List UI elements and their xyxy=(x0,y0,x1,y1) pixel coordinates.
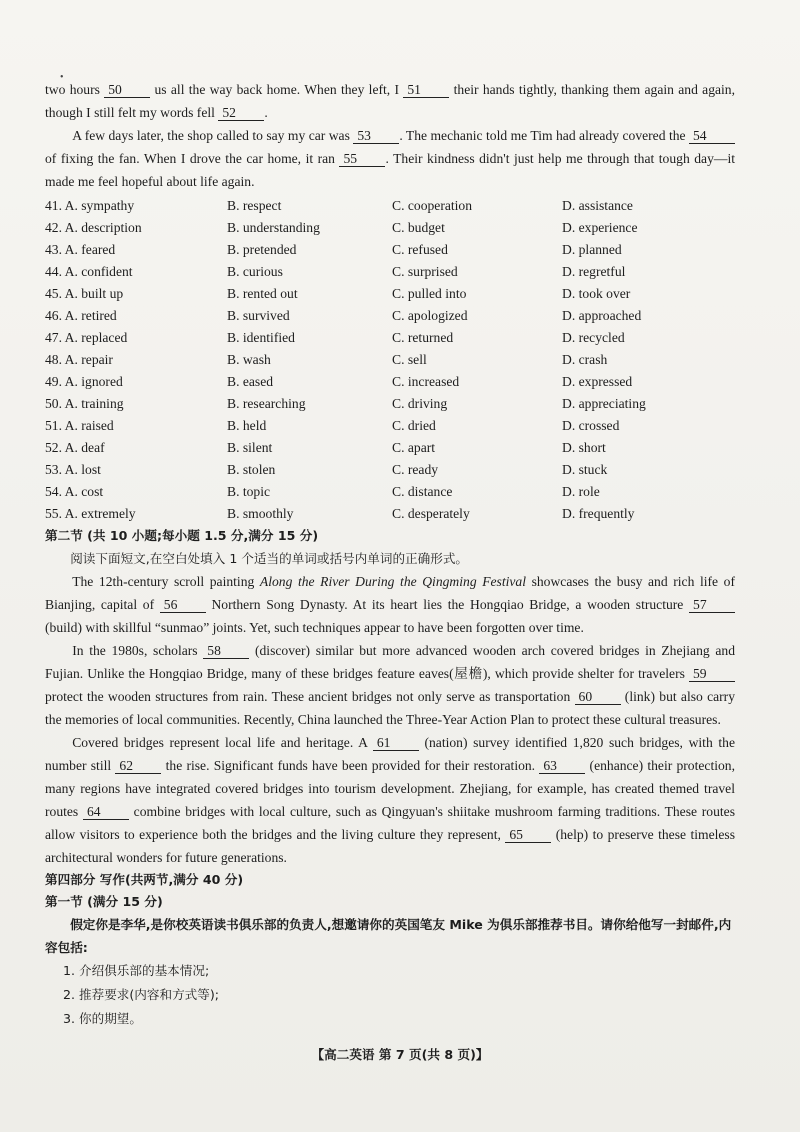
grammar-paragraph-1: The 12th-century scroll painting Along the River During the Qingming Festival showcases the busy and rich life of Bianjing, capital of 56 Northern Song Dynasty. At its heart lies the Hongqiao Bridge, a wooden structure 57 (build) with skillful “sunmao” joints. Yet, such techniques appear to have been forgotten over time. xyxy=(45,574,735,635)
blank-53: 53 xyxy=(353,128,399,144)
section2-instruction: 阅读下面短文,在空白处填入 1 个适当的单词或括号内单词的正确形式。 xyxy=(70,551,469,566)
section2-heading: 第二节 (共 10 小题;每小题 1.5 分,满分 15 分) xyxy=(45,528,319,543)
option-row-41: 41. A. sympathy B. respect C. cooperation D. assistance xyxy=(45,198,633,213)
writing-requirement-3: 3. 你的期望。 xyxy=(63,1011,142,1026)
painting-title: Along the River During the Qingming Festival xyxy=(259,574,526,589)
stray-mark: • xyxy=(60,72,64,83)
blank-57: 57 xyxy=(689,597,735,613)
blank-58: 58 xyxy=(203,643,249,659)
blank-60: 60 xyxy=(575,689,621,705)
blank-52: 52 xyxy=(218,105,264,121)
blank-54: 54 xyxy=(689,128,735,144)
blank-62: 62 xyxy=(115,758,161,774)
option-row-55: 55. A. extremely B. smoothly C. desperately D. frequently xyxy=(45,506,635,521)
blank-55: 55 xyxy=(339,151,385,167)
blank-59: 59 xyxy=(689,666,735,682)
page-content xyxy=(45,78,735,1031)
cloze-passage-end: two hours 50 us all the way back home. When they left, I 51 their hands tightly, thanking them again and again, though I still felt my words fell 52 . xyxy=(45,82,735,120)
writing-requirement-1: 1. 介绍俱乐部的基本情况; xyxy=(63,963,210,978)
option-row-48: 48. A. repair B. wash C. sell D. crash xyxy=(45,352,608,367)
grammar-paragraph-2: In the 1980s, scholars 58 (discover) similar but more advanced wooden arch covered bridges in Zhejiang and Fujian. Unlike the Hongqiao Bridge, many of these bridges feature eaves(屋檐), which provide shelter for travelers 59 protect the wooden structures from rain. These ancient bridges not only serve as transportation 60 (link) but also carry the memories of local communities. Recently, China launched the Three-Year Action Plan to protect these cultural treasures. xyxy=(45,643,736,727)
option-row-43: 43. A. feared B. pretended C. refused D. planned xyxy=(45,242,622,257)
blank-56: 56 xyxy=(160,597,206,613)
cloze-passage-last-paragraph: A few days later, the shop called to say my car was 53 . The mechanic told me Tim had already covered the 54 of fixing the fan. When I drove the car home, it ran 55 . Their kindness didn't just help me through that tough day—it made me feel hopeful about life again. xyxy=(45,128,736,189)
writing-requirement-2: 2. 推荐要求(内容和方式等); xyxy=(63,987,220,1002)
cloze-options xyxy=(45,195,735,525)
option-row-54: 54. A. cost B. topic C. distance D. role xyxy=(45,484,600,499)
part4-section1-heading: 第一节 (满分 15 分) xyxy=(45,894,163,909)
writing-prompt: 假定你是李华,是你校英语读书俱乐部的负责人,想邀请你的英国笔友 Mike 为俱乐部推荐书目。请你给他写一封邮件,内容包括: xyxy=(45,917,732,955)
option-row-45: 45. A. built up B. rented out C. pulled into D. took over xyxy=(45,286,631,301)
blank-63: 63 xyxy=(539,758,585,774)
option-row-53: 53. A. lost B. stolen C. ready D. stuck xyxy=(45,462,608,477)
blank-51: 51 xyxy=(403,82,449,98)
option-row-44: 44. A. confident B. curious C. surprised D. regretful xyxy=(45,264,626,279)
blank-61: 61 xyxy=(373,735,419,751)
option-row-47: 47. A. replaced B. identified C. returned D. recycled xyxy=(45,330,625,345)
grammar-paragraph-3: Covered bridges represent local life and heritage. A 61 (nation) survey identified 1,820 such bridges, with the number still 62 the rise. Significant funds have been provided for their restoration. 63 (enhance) their protection, many regions have integrated covered bridges into tourism development. Zhejiang, for example, has created themed travel routes 64 combine bridges with local culture, such as Qingyuan's shiitake mushroom farming traditions. These routes allow visitors to experience both the bridges and the living culture they represent, 65 (help) to preserve these timeless architectural wonders for future generations. xyxy=(45,735,735,865)
option-row-50: 50. A. training B. researching C. driving D. appreciating xyxy=(45,396,646,411)
option-row-51: 51. A. raised B. held C. dried D. crossed xyxy=(45,418,620,433)
option-row-46: 46. A. retired B. survived C. apologized D. approached xyxy=(45,308,642,323)
option-row-52: 52. A. deaf B. silent C. apart D. short xyxy=(45,440,606,455)
blank-65: 65 xyxy=(505,827,551,843)
option-row-42: 42. A. description B. understanding C. budget D. experience xyxy=(45,220,638,235)
option-row-49: 49. A. ignored B. eased C. increased D. expressed xyxy=(45,374,633,389)
blank-50: 50 xyxy=(104,82,150,98)
blank-64: 64 xyxy=(83,804,129,820)
page-footer: 【高二英语 第 7 页(共 8 页)】 xyxy=(311,1047,489,1062)
part4-heading: 第四部分 写作(共两节,满分 40 分) xyxy=(45,872,244,887)
